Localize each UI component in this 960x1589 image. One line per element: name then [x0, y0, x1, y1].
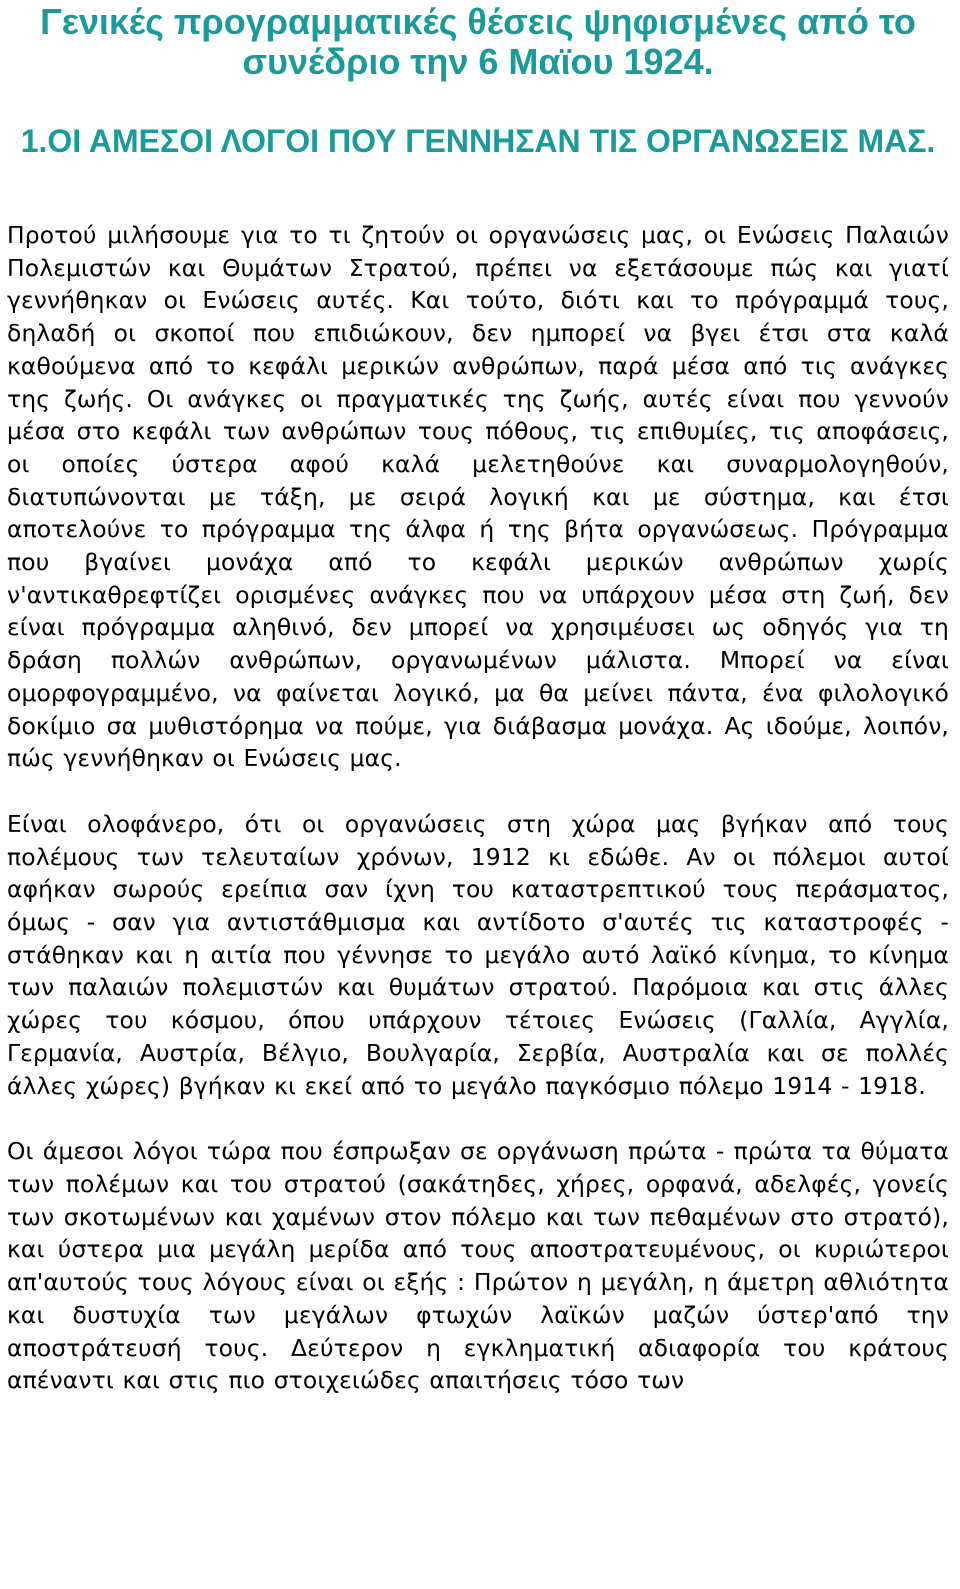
section-heading: 1.ΟΙ ΑΜΕΣΟΙ ΛΟΓΟΙ ΠΟΥ ΓΕΝΝΗΣΑΝ ΤΙΣ ΟΡΓΑΝΩΣΕΙΣ ΜΑΣ. [20, 123, 936, 159]
document-title: Γενικές προγραμματικές θέσεις ψηφισμένες από το συνέδριο την 6 Μαϊου 1924. [40, 1, 916, 82]
body-paragraph-1: Προτού μιλήσουμε για το τι ζητούν οι οργανώσεις μας, οι Ενώσεις Παλαιών Πολεμιστών και Θυμάτων Στρατού, πρέπει να εξετάσουμε πώς και γιατί γεννήθηκαν οι Ενώσεις αυτές. Και τούτο, διότι και το πρόγραμμά τους, δηλαδή οι σκοποί που επιδιώκουν, δεν ημπορεί να βγει έτσι στα καλά καθούμενα από το κεφάλι μερικών ανθρώπων, παρά μέσα από τις ανάγκες της ζωής. Οι ανάγκες οι πραγματικές της ζωής, αυτές είναι που γεννούν μέσα στο κεφάλι των ανθρώπων τους πόθους, τις επιθυμίες, τις αποφάσεις, οι οποίες ύστερα αφού καλά μελετηθούνε και συναρμολογηθούν, διατυπώνονται με τάξη, με σειρά λογική και με σύστημα, και έτσι αποτελούνε το πρόγραμμα της άλφα ή της βήτα οργανώσεως. Πρόγραμμα που βγαίνει μονάχα από το κεφάλι μερικών ανθρώπων χωρίς ν'αντικαθρεφτίζει ορισμένες ανάγκες που να υπάρχουν μέσα στη ζωή, δεν είναι πρόγραμμα αληθινό, δεν μπορεί να χρησιμέυσει ως οδηγός για τη δράση πολλών ανθρώπων, οργανωμένων μάλιστα. Μπορεί να είναι ομορφογραμμένο, να φαίνεται λογικό, μα θα μείνει πάντα, ένα φιλολογικό δοκίμιο σα μυθιστόρημα να πούμε, για διάβασμα μονάχα. Ας ιδούμε, λοιπόν, πώς γεννήθηκαν οι Ενώσεις μας. [7, 221, 949, 773]
body-paragraph-2: Είναι ολοφάνερο, ότι οι οργανώσεις στη χώρα μας βγήκαν από τους πολέμους των τελευταίων χρόνων, 1912 κι εδώθε. Αν οι πόλεμοι αυτοί αφήκαν σωρούς ερείπια σαν ίχνη του καταστρεπτικού τους περάσματος, όμως - σαν για αντιστάθμισμα και αντίδοτο σ'αυτές τις καταστροφές - στάθηκαν και η αιτία που γέννησε το μεγάλο αυτό λαϊκό κίνημα, το κίνημα των παλαιών πολεμιστών και θυμάτων στρατού. Παρόμοια και στις άλλες χώρες του κόσμου, όπου υπάρχουν τέτοιες Ενώσεις (Γαλλία, Αγγλία, Γερμανία, Αυστρία, Βέλγιο, Βουλγαρία, Σερβία, Αυστραλία και σε πολλές άλλες χώρες) βγήκαν κι εκεί από το μεγάλο παγκόσμιο πόλεμο 1914 - 1918. [7, 809, 949, 1100]
body-paragraph-3: Οι άμεσοι λόγοι τώρα που έσπρωξαν σε οργάνωση πρώτα - πρώτα τα θύματα των πολέμων και του στρατού (σακάτηδες, χήρες, ορφανά, αδελφές, γονείς των σκοτωμένων και χαμένων στον πόλεμο και των πεθαμένων στο στρατό), και ύστερα μια μεγάλη μερίδα από τους αποστρατευμένους, οι κυριώτεροι απ'αυτούς τους λόγους είναι οι εξής : Πρώτον η μεγάλη, η άμετρη αθλιότητα και δυστυχία των μεγάλων φτωχών λαϊκών μαζών ύστερ'από την αποστράτευσή τους. Δεύτερον η εγκληματική αδιαφορία του κράτους απέναντι και στις πιο στοιχειώδες απαιτήσεις τόσο των [7, 1137, 949, 1395]
